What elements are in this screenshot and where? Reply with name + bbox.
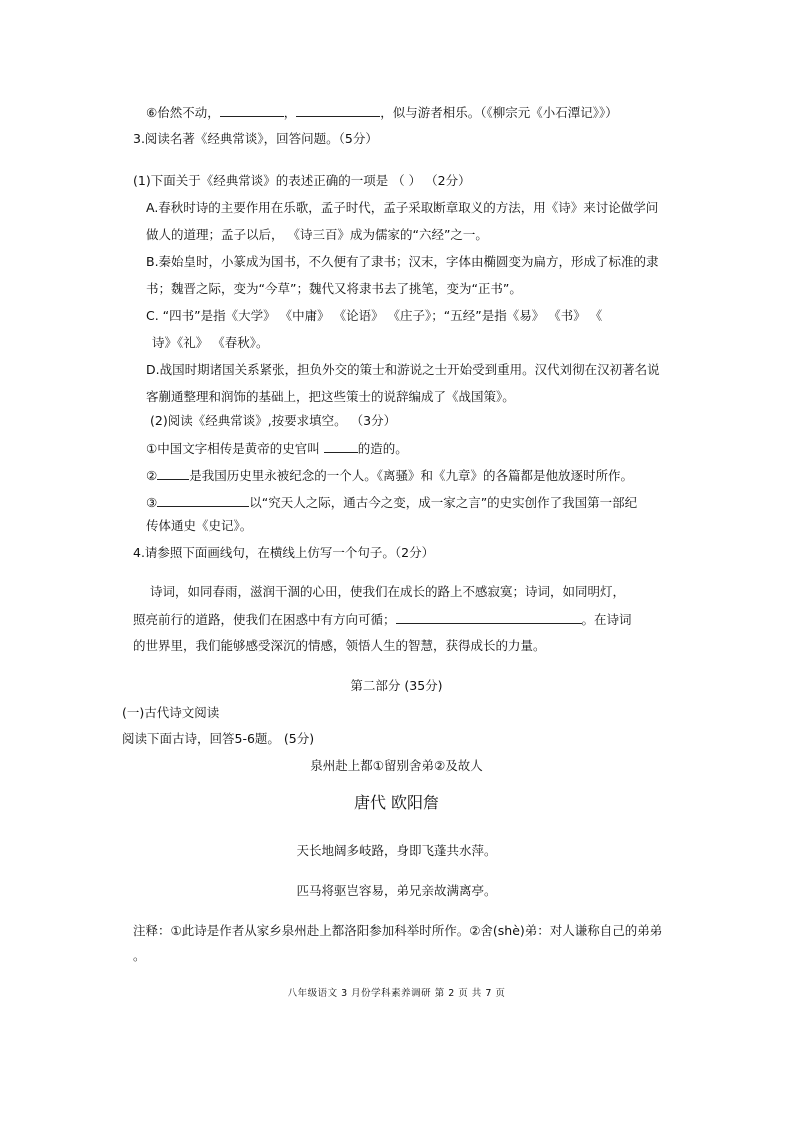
poem-title: 泉州赴上都①留别舍弟②及故人 xyxy=(310,758,483,773)
poem-line-1: 天长地阔多岐路，身即飞蓬共水萍。 xyxy=(296,843,497,858)
option-b-line-2: 书；魏晋之际，变为“今草”；魏代又将隶书去了挑笔，变为“正书”。 xyxy=(146,281,522,296)
option-a-line-2: 做人的道理；孟子以后， 《诗三百》成为儒家的“六经”之一。 xyxy=(146,227,488,242)
option-c-line-2: 诗》《礼》 《春秋》。 xyxy=(152,335,269,350)
text: 。在诗词 xyxy=(581,612,632,627)
answer-blank[interactable] xyxy=(324,440,358,453)
question-4-para-1: 诗词，如同春雨，滋润干涸的心田，使我们在成长的路上不感寂寞；诗词，如同明灯， xyxy=(150,584,626,599)
poem-note-cont: 。 xyxy=(133,948,146,963)
fill-item-1 xyxy=(146,440,408,457)
text: ①中国文字相传是黄帝的史官叫 xyxy=(146,441,324,456)
question-3-title: 3.阅读名著《经典常谈》，回答问题。（5分） xyxy=(133,131,378,146)
option-b-line-1: B.秦始皇时，小篆成为国书，不久便有了隶书；汉末，字体由椭圆变为扁方，形成了标准的隶 xyxy=(146,254,659,269)
poem-line-2: 匹马将驱岂容易，弟兄亲故满离亭。 xyxy=(296,883,497,898)
text: ② xyxy=(146,468,158,483)
text: ， xyxy=(283,105,297,120)
answer-blank[interactable] xyxy=(220,104,284,117)
answer-blank[interactable] xyxy=(157,494,249,507)
question-4-para-3: 的世界里，我们能够感受深沉的情感，领悟人生的智慧，获得成长的力量。 xyxy=(133,638,546,653)
text: 是我国历史里永被纪念的一个人。《离骚》和《九章》的各篇都是他放逐时所作。 xyxy=(189,468,633,483)
text: 照亮前行的道路，使我们在困惑中有方向可循； xyxy=(133,612,396,627)
fill-item-3-cont: 传体通史《史记》。 xyxy=(146,518,253,533)
poem-instruction: 阅读下面古诗，回答5-6题。 (5分) xyxy=(122,731,315,746)
question-2-item-6 xyxy=(146,104,618,121)
option-c-line-1: C. “四书”是指《大学》 《中庸》 《论语》 《庄子》；“五经”是指《易》 《书》 《 xyxy=(146,308,603,323)
poem-note: 注释：①此诗是作者从家乡泉州赴上都洛阳参加科举时所作。②舍(shè)弟：对人谦称自己的弟弟 xyxy=(133,923,663,938)
question-3-sub-1: (1)下面关于《经典常谈》的表述正确的一项是 （ ） （2分） xyxy=(133,173,471,188)
question-4-title: 4.请参照下面画线句，在横线上仿写一个句子。（2分） xyxy=(133,545,435,560)
fill-item-2 xyxy=(146,467,633,484)
option-a-line-1: A.春秋时诗的主要作用在乐歌，孟子时代，孟子采取断章取义的方法，用《诗》来讨论做学问 xyxy=(146,200,659,215)
text: ③ xyxy=(146,495,158,510)
poem-author: 唐代 欧阳詹 xyxy=(353,793,440,812)
text: 的造的。 xyxy=(357,441,408,456)
text: 以“究天人之际，通古今之变，成一家之言”的史实创作了我国第一部纪 xyxy=(249,495,638,510)
text: ，似与游者相乐。（《柳宗元《小石潭记》》） xyxy=(380,105,618,120)
question-4-para-2 xyxy=(133,611,632,628)
text: ⑥佁然不动， xyxy=(146,105,220,120)
page-footer: 八年级语文 3 月份学科素养调研 第 2 页 共 7 页 xyxy=(287,988,506,999)
answer-blank[interactable] xyxy=(396,611,582,624)
option-d-line-1: D.战国时期诸国关系紧张，担负外交的策士和游说之士开始受到重用。汉代刘彻在汉初著名说 xyxy=(146,362,660,377)
fill-item-3 xyxy=(146,494,637,511)
answer-blank[interactable] xyxy=(296,104,380,117)
option-d-line-2: 客蒯通整理和润饰的基础上，把这些策士的说辞编成了《战国策》。 xyxy=(146,389,515,404)
part-2-heading: 第二部分 (35分) xyxy=(350,678,443,693)
answer-blank[interactable] xyxy=(157,467,189,480)
section-heading: (一)古代诗文阅读 xyxy=(122,705,220,720)
question-3-sub-2: (2)阅读《经典常谈》,按要求填空。 （3分） xyxy=(150,413,397,428)
